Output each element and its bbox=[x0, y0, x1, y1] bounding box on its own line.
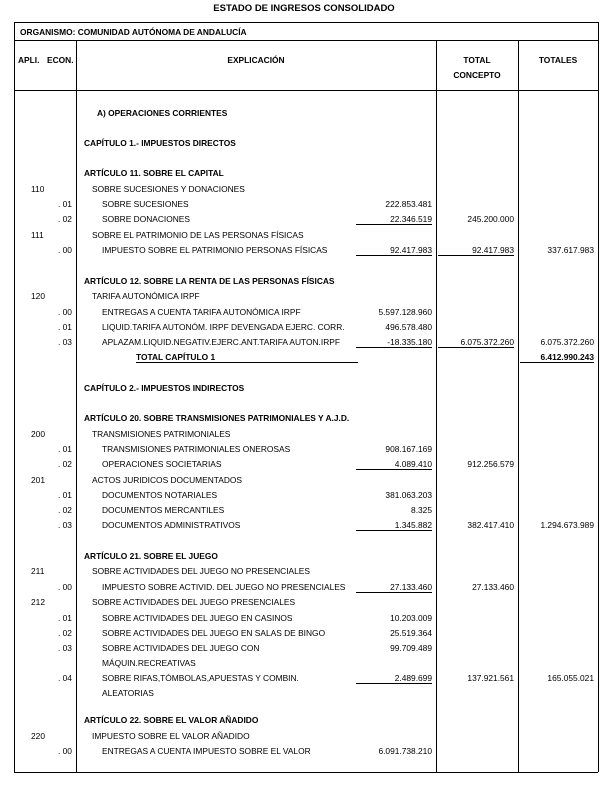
econ-code: . 00 bbox=[58, 746, 72, 756]
totales-value: 6.412.990.243 bbox=[520, 352, 594, 363]
total-concepto-value: 6.075.372.260 bbox=[438, 337, 514, 348]
section-heading: ARTÍCULO 21. SOBRE EL JUEGO bbox=[84, 551, 218, 561]
amount-value: 908.167.169 bbox=[385, 444, 432, 454]
econ-code: . 03 bbox=[58, 520, 72, 530]
econ-code: . 02 bbox=[58, 459, 72, 469]
explanation-text: SOBRE DONACIONES bbox=[102, 214, 190, 224]
amount-value: 5.597.128.960 bbox=[378, 307, 432, 317]
section-heading: ARTÍCULO 11. SOBRE EL CAPITAL bbox=[84, 168, 224, 178]
explanation-text: SOBRE ACTIVIDADES DEL JUEGO EN SALAS DE BINGO bbox=[102, 628, 326, 638]
total-concepto-value: 137.921.561 bbox=[467, 673, 514, 683]
econ-code: . 01 bbox=[58, 613, 72, 623]
econ-code: . 02 bbox=[58, 214, 72, 224]
amount-value: 381.063.203 bbox=[385, 490, 432, 500]
explanation-text: DOCUMENTOS ADMINISTRATIVOS bbox=[102, 520, 241, 530]
explanation-text: SOBRE ACTIVIDADES DEL JUEGO CON bbox=[102, 643, 260, 653]
frame-right bbox=[598, 22, 599, 772]
apli-code: 110 bbox=[31, 184, 45, 194]
explanation-text: DOCUMENTOS NOTARIALES bbox=[102, 490, 218, 500]
amount-value: 92.417.983 bbox=[356, 245, 432, 256]
header-totales: TOTALES bbox=[538, 55, 578, 65]
econ-code: . 00 bbox=[58, 245, 72, 255]
amount-value: 4.089.410 bbox=[356, 459, 432, 470]
explanation-text-line2: ALEATORIAS bbox=[102, 688, 154, 698]
explanation-text: SOBRE ACTIVIDADES DEL JUEGO NO PRESENCIALES bbox=[92, 566, 310, 576]
explanation-text: ENTREGAS A CUENTA IMPUESTO SOBRE EL VALOR bbox=[102, 746, 311, 756]
total-concepto-value: 245.200.000 bbox=[467, 214, 514, 224]
explanation-text: APLAZAM.LIQUID.NEGATIV.EJERC.ANT.TARIFA AUTON.IRPF bbox=[102, 337, 340, 347]
page-title: ESTADO DE INGRESOS CONSOLIDADO bbox=[213, 3, 395, 14]
econ-code: . 01 bbox=[58, 322, 72, 332]
totales-value: 1.294.673.989 bbox=[540, 520, 594, 530]
econ-code: . 03 bbox=[58, 643, 72, 653]
econ-code: . 02 bbox=[58, 628, 72, 638]
organismo-label: ORGANISMO: COMUNIDAD AUTÓNOMA DE ANDALUCÍA bbox=[20, 27, 247, 37]
header-apli: APLI. bbox=[18, 55, 40, 65]
amount-value: 27.133.460 bbox=[356, 582, 432, 593]
total-concepto-value: 27.133.460 bbox=[472, 582, 514, 592]
apli-code: 220 bbox=[31, 731, 45, 741]
amount-value: 222.853.481 bbox=[385, 199, 432, 209]
explanation-text: IMPUESTO SOBRE EL PATRIMONIO PERSONAS FÍSICAS bbox=[102, 245, 328, 255]
econ-code: . 00 bbox=[58, 307, 72, 317]
header-econ: ECON. bbox=[47, 55, 74, 65]
apli-code: 111 bbox=[31, 230, 44, 240]
apli-code: 200 bbox=[31, 429, 45, 439]
explanation-text: SOBRE EL PATRIMONIO DE LAS PERSONAS FÍSICAS bbox=[92, 230, 304, 240]
amount-value: 1.345.882 bbox=[356, 520, 432, 531]
section-heading: ARTÍCULO 22. SOBRE EL VALOR AÑADIDO bbox=[84, 715, 259, 725]
explanation-text: OPERACIONES SOCIETARIAS bbox=[102, 459, 222, 469]
apli-code: 212 bbox=[31, 597, 45, 607]
table-bottom-rule bbox=[14, 772, 598, 773]
explanation-text: SOBRE RIFAS,TÓMBOLAS,APUESTAS Y COMBIN. bbox=[102, 673, 299, 683]
frame-left bbox=[14, 22, 15, 772]
explanation-text: IMPUESTO SOBRE EL VALOR AÑADIDO bbox=[92, 731, 250, 741]
col-rule-explicacion bbox=[436, 40, 437, 772]
explanation-text: TRANSMISIONES PATRIMONIALES ONEROSAS bbox=[102, 444, 291, 454]
explanation-text: DOCUMENTOS MERCANTILES bbox=[102, 505, 225, 515]
econ-code: . 00 bbox=[58, 582, 72, 592]
explanation-text: IMPUESTO SOBRE ACTIVID. DEL JUEGO NO PRESENCIALES bbox=[102, 582, 346, 592]
amount-value: 8.325 bbox=[411, 505, 432, 515]
col-rule-econ bbox=[76, 40, 77, 772]
econ-code: . 04 bbox=[58, 673, 72, 683]
explanation-text: SOBRE SUCESIONES Y DONACIONES bbox=[92, 184, 245, 194]
explanation-text: TRANSMISIONES PATRIMONIALES bbox=[92, 429, 231, 439]
explanation-text: SOBRE ACTIVIDADES DEL JUEGO EN CASINOS bbox=[102, 613, 293, 623]
section-heading: A) OPERACIONES CORRIENTES bbox=[97, 108, 228, 118]
amount-value: 22.346.519 bbox=[356, 214, 432, 225]
econ-code: . 01 bbox=[58, 199, 72, 209]
header-rule bbox=[14, 90, 598, 91]
explanation-text: SOBRE ACTIVIDADES DEL JUEGO PRESENCIALES bbox=[92, 597, 296, 607]
amount-value: 2.489.699 bbox=[356, 673, 432, 684]
econ-code: . 01 bbox=[58, 444, 72, 454]
organismo-rule bbox=[14, 40, 598, 41]
header-explicacion: EXPLICACIÓN bbox=[227, 55, 285, 65]
amount-value: 25.519.364 bbox=[390, 628, 432, 638]
section-heading: ARTÍCULO 20. SOBRE TRANSMISIONES PATRIMONIALES Y A.J.D. bbox=[84, 413, 350, 423]
explanation-text: SOBRE SUCESIONES bbox=[102, 199, 189, 209]
col-rule-total-concepto bbox=[518, 40, 519, 772]
econ-code: . 01 bbox=[58, 490, 72, 500]
header-total-concepto-line2: CONCEPTO bbox=[453, 70, 501, 80]
explanation-text: TARIFA AUTONÓMICA IRPF bbox=[92, 291, 200, 301]
amount-value: -18.335.180 bbox=[356, 337, 432, 348]
amount-value: 496.578.480 bbox=[385, 322, 432, 332]
apli-code: 120 bbox=[31, 291, 45, 301]
econ-code: . 02 bbox=[58, 505, 72, 515]
table-top-rule bbox=[14, 22, 598, 23]
explanation-text-line2: MÁQUIN.RECREATIVAS bbox=[102, 658, 196, 668]
total-concepto-value: 92.417.983 bbox=[438, 245, 514, 256]
explanation-text: ACTOS JURIDICOS DOCUMENTADOS bbox=[92, 475, 242, 485]
total-label: TOTAL CAPÍTULO 1 bbox=[136, 352, 358, 363]
amount-value: 99.709.489 bbox=[390, 643, 432, 653]
total-concepto-value: 912.256.579 bbox=[467, 459, 514, 469]
section-heading: ARTÍCULO 12. SOBRE LA RENTA DE LAS PERSONAS FÍSICAS bbox=[84, 276, 335, 286]
section-heading: CAPÍTULO 2.- IMPUESTOS INDIRECTOS bbox=[84, 383, 245, 393]
apli-code: 201 bbox=[31, 475, 45, 485]
apli-code: 211 bbox=[31, 566, 45, 576]
amount-value: 10.203.009 bbox=[390, 613, 432, 623]
econ-code: . 03 bbox=[58, 337, 72, 347]
header-total-concepto: TOTAL bbox=[463, 55, 491, 65]
explanation-text: ENTREGAS A CUENTA TARIFA AUTONÓMICA IRPF bbox=[102, 307, 301, 317]
totales-value: 165.055.021 bbox=[547, 673, 594, 683]
explanation-text: LIQUID.TARIFA AUTONÓM. IRPF DEVENGADA EJERC. CORR. bbox=[102, 322, 345, 332]
amount-value: 6.091.738.210 bbox=[378, 746, 432, 756]
total-concepto-value: 382.417.410 bbox=[467, 520, 514, 530]
totales-value: 337.617.983 bbox=[547, 245, 594, 255]
section-heading: CAPÍTULO 1.- IMPUESTOS DIRECTOS bbox=[84, 138, 236, 148]
totales-value: 6.075.372.260 bbox=[540, 337, 594, 347]
